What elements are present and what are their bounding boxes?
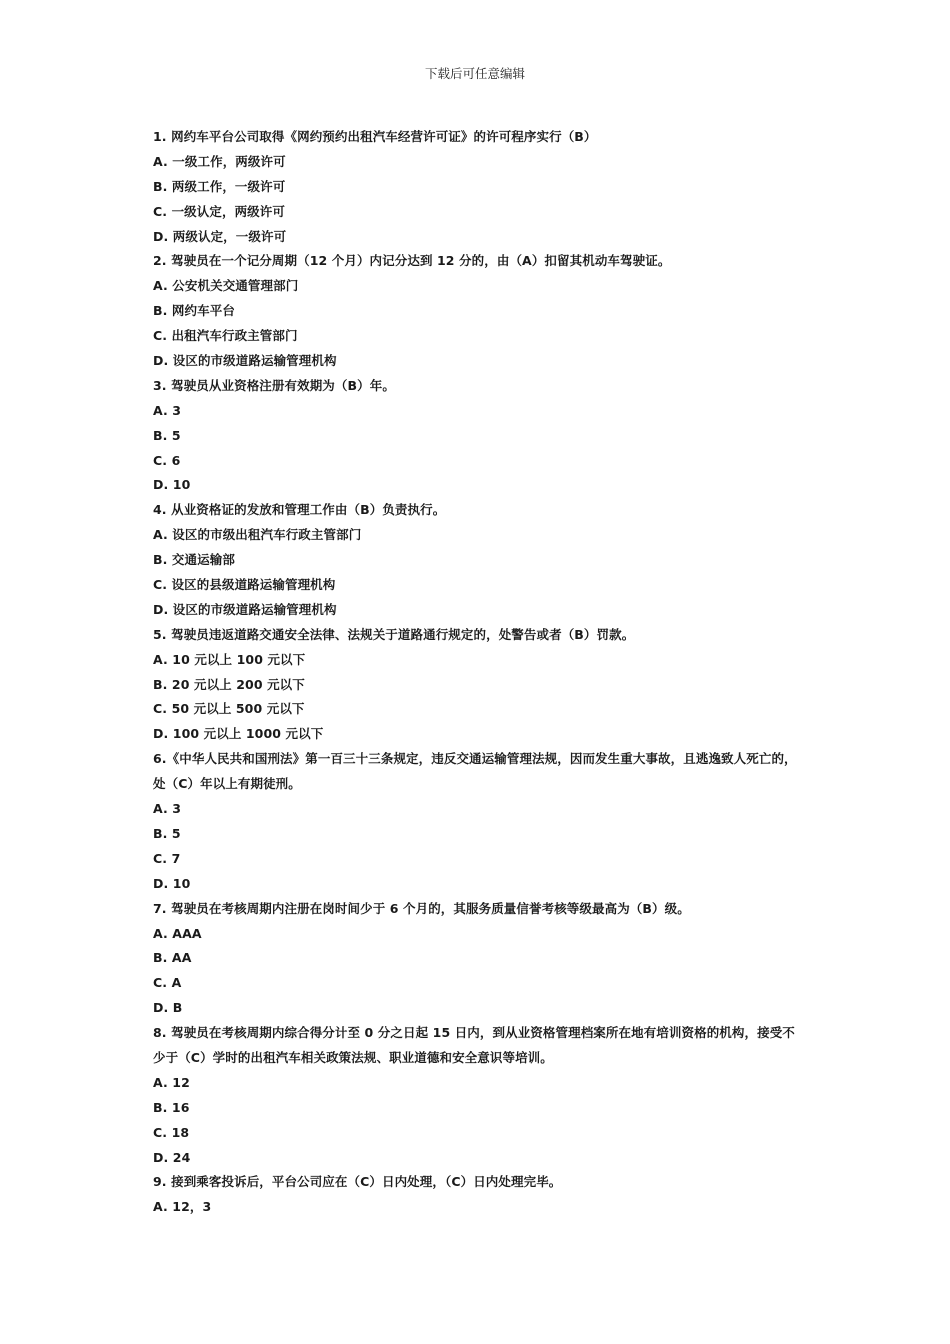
option-2c: C. 出租汽车行政主管部门 [153, 328, 298, 344]
option-6b: B. 5 [153, 825, 181, 841]
option-1a: A. 一级工作，两级许可 [153, 153, 286, 169]
option-8b: B. 16 [153, 1099, 190, 1115]
option-2d: D. 设区的市级道路运输管理机构 [153, 353, 337, 369]
option-6d: D. 10 [153, 875, 191, 891]
question-9: 9. 接到乘客投诉后，平台公司应在（C）日内处理，（C）日内处理完毕。 [153, 1174, 562, 1190]
option-4c: C. 设区的县级道路运输管理机构 [153, 577, 336, 593]
question-5: 5. 驾驶员违返道路交通安全法律、法规关于道路通行规定的，处警告或者（B）罚款。 [153, 626, 635, 642]
option-3a: A. 3 [153, 402, 182, 418]
option-5d: D. 100 元以上 1000 元以下 [153, 726, 324, 742]
option-5c: C. 50 元以上 500 元以下 [153, 701, 305, 717]
option-7d: D. B [153, 1000, 183, 1016]
option-4d: D. 设区的市级道路运输管理机构 [153, 601, 337, 617]
option-5b: B. 20 元以上 200 元以下 [153, 676, 305, 692]
option-8d: D. 24 [153, 1149, 191, 1165]
option-6a: A. 3 [153, 801, 182, 817]
option-2a: A. 公安机关交通管理部门 [153, 278, 299, 294]
option-6c: C. 7 [153, 850, 181, 866]
option-7c: C. A [153, 975, 182, 991]
option-1c: C. 一级认定，两级许可 [153, 203, 285, 219]
option-2b: B. 网约车平台 [153, 303, 235, 319]
question-1: 1. 网约车平台公司取得《网约预约出租汽车经营许可证》的许可程序实行（B） [153, 129, 597, 144]
option-1d: D. 两级认定，一级许可 [153, 228, 287, 244]
option-8a: A. 12 [153, 1074, 190, 1090]
option-9a: A. 12，3 [153, 1199, 212, 1215]
option-3b: B. 5 [153, 427, 181, 443]
question-6: 6.《中华人民共和国刑法》第一百三十三条规定，违反交通运输管理法规，因而发生重大事故，且逃逸致人死亡的， [153, 751, 797, 767]
option-7a: A. AAA [153, 925, 202, 941]
option-7b: B. AA [153, 950, 192, 966]
page-header: 下载后可任意编辑 [424, 66, 525, 81]
question-3: 3. 驾驶员从业资格注册有效期为（B）年。 [153, 377, 395, 393]
option-8c: C. 18 [153, 1124, 190, 1140]
option-4a: A. 设区的市级出租汽车行政主管部门 [153, 527, 362, 543]
option-3d: D. 10 [153, 477, 191, 493]
question-6-cont: 处（C）年以上有期徒刑。 [153, 776, 301, 792]
question-list [153, 125, 813, 1220]
question-4: 4. 从业资格证的发放和管理工作由（B）负责执行。 [153, 502, 446, 518]
option-3c: C. 6 [153, 452, 181, 468]
question-8: 8. 驾驶员在考核周期内综合得分计至 0 分之日起 15 日内，到从业资格管理档案所在地有培训资格的机构，接受不 [153, 1025, 795, 1041]
question-7: 7. 驾驶员在考核周期内注册在岗时间少于 6 个月的，其服务质量信誉考核等级最高为（B）级。 [153, 900, 690, 916]
option-1b: B. 两级工作，一级许可 [153, 178, 286, 194]
option-5a: A. 10 元以上 100 元以下 [153, 651, 306, 667]
option-4b: B. 交通运输部 [153, 552, 235, 568]
question-2: 2. 驾驶员在一个记分周期（12 个月）内记分达到 12 分的，由（A）扣留其机动车驾驶证。 [153, 253, 671, 269]
question-8-cont: 少于（C）学时的出租汽车相关政策法规、职业道德和安全意识等培训。 [153, 1049, 553, 1065]
